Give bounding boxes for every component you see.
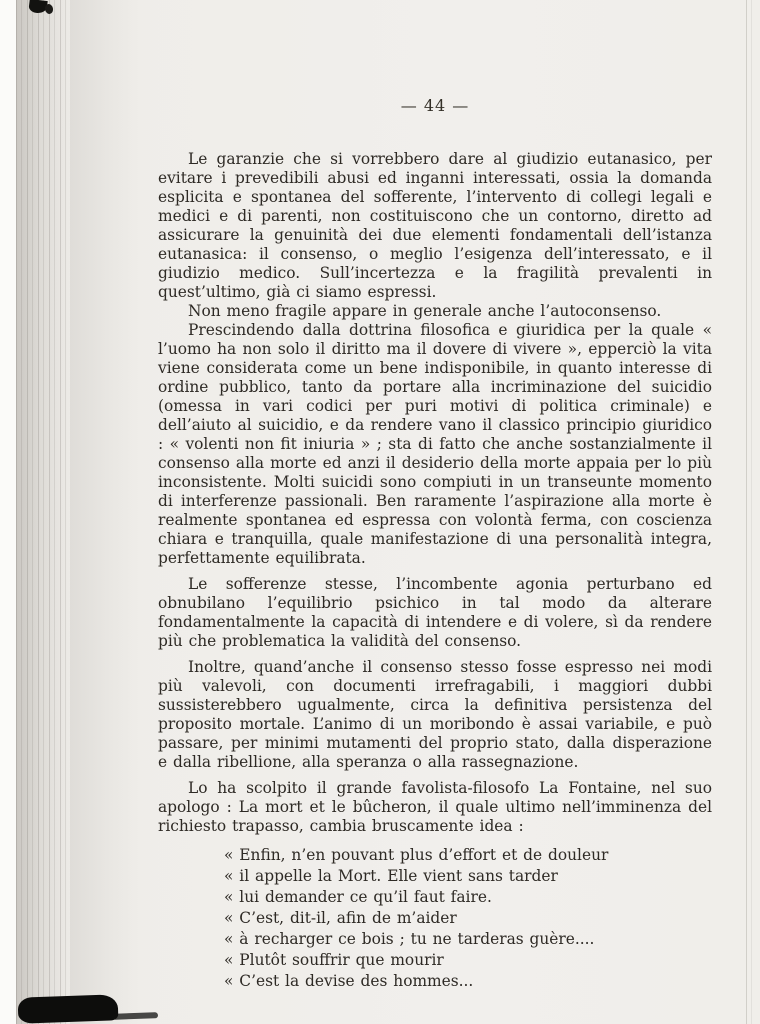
page-right-edge-line-2 xyxy=(751,0,752,1024)
paragraph-3: Prescindendo dalla dottrina filosofica e giuridica per la quale « l’uomo ha non solo il diritto ma il dovere di vivere », epperciò la vita viene considerata come un bene indisponibile, in quanto interesse di ordine pubblico, tanto da portare alla incriminazione del suicidio (omessa in vari codici per puri motivi di politica criminale) e dell’aiuto al suicidio, e da rendere vano il classico principio giuridico : « volenti non fit iniuria » ; sta di fatto che anche sostanzialmente il consenso alla morte ed anzi il desiderio della morte appaia per lo più inconsistente. Molti suicidi sono compiuti in un transeunte momento di interferenze passionali. Ben raramente l’aspirazione alla morte è realmente spontanea ed espressa con volontà ferma, con coscienza chiara e tranquilla, quale manifestazione di una personalità integra, perfettamente equilibrata. xyxy=(158,321,712,567)
scan-artifact-bottom-left-tail xyxy=(112,1012,158,1020)
paragraph-5: Inoltre, quand’anche il consenso stesso fosse espresso nei modi più valevoli, con documenti irrefragabili, i maggiori dubbi sussisterebbero ugualmente, circa la definitiva persistenza del proposito mortale. L’animo di un moribondo è assai variabile, e può passare, per minimi mutamenti del proprio stato, dalla disperazione e dalla ribellione, alla speranza o alla rassegnazione. xyxy=(158,658,712,771)
verse-line-5: « à recharger ce bois ; tu ne tarderas guère.... xyxy=(224,930,595,948)
verse-line-6: « Plutôt souffrir que mourir xyxy=(224,951,444,969)
page-number: — 44 — xyxy=(400,96,470,115)
gutter-shadow xyxy=(70,0,140,1024)
paragraph-4: Le sofferenze stesse, l’incombente agonia perturbano ed obnubilano l’equilibrio psichico in tal modo da alterare fondamentalmente la capacità di intendere e di volere, sì da rendere più che problematica la validità del consenso. xyxy=(158,575,712,650)
book-binding-edge xyxy=(16,0,70,1024)
paragraph-6: Lo ha scolpito il grande favolista-filosofo La Fontaine, nel suo apologo : La mort et le bûcheron, il quale ultimo nell’imminenza del richiesto trapasso, cambia bruscamente idea : xyxy=(158,779,712,835)
verse-line-2: « il appelle la Mort. Elle vient sans tarder xyxy=(224,867,558,885)
scanner-bed-edge xyxy=(0,0,16,1024)
verse-line-3: « lui demander ce qu’il faut faire. xyxy=(224,888,492,906)
page-right-edge-line xyxy=(746,0,747,1024)
verse-line-7: « C’est la devise des hommes... xyxy=(224,972,474,990)
paragraph-2: Non meno fragile appare in generale anche l’autoconsenso. xyxy=(188,302,662,320)
verse-block xyxy=(224,845,712,992)
paragraph-1: Le garanzie che si vorrebbero dare al giudizio eutanasico, per evitare i prevedibili abusi ed inganni interessati, ossia la domanda esplicita e spontanea del sofferente, l’intervento di collegi legali e medici e di parenti, non costituiscono che un contorno, diretto ad assicurare la genuinità dei due elementi fondamentali dell’istanza eutanasica: il consenso, o meglio l’esigenza dell’interessato, e il giudizio medico. Sull’incertezza e la fragilità prevalenti in quest’ultimo, già ci siamo espressi. xyxy=(158,150,712,301)
verse-line-4: « C’est, dit-il, afin de m’aider xyxy=(224,909,457,927)
scan-artifact-bottom-left xyxy=(18,994,119,1023)
text-block xyxy=(158,150,712,992)
verse-line-1: « Enfin, n’en pouvant plus d’effort et de douleur xyxy=(224,846,609,864)
